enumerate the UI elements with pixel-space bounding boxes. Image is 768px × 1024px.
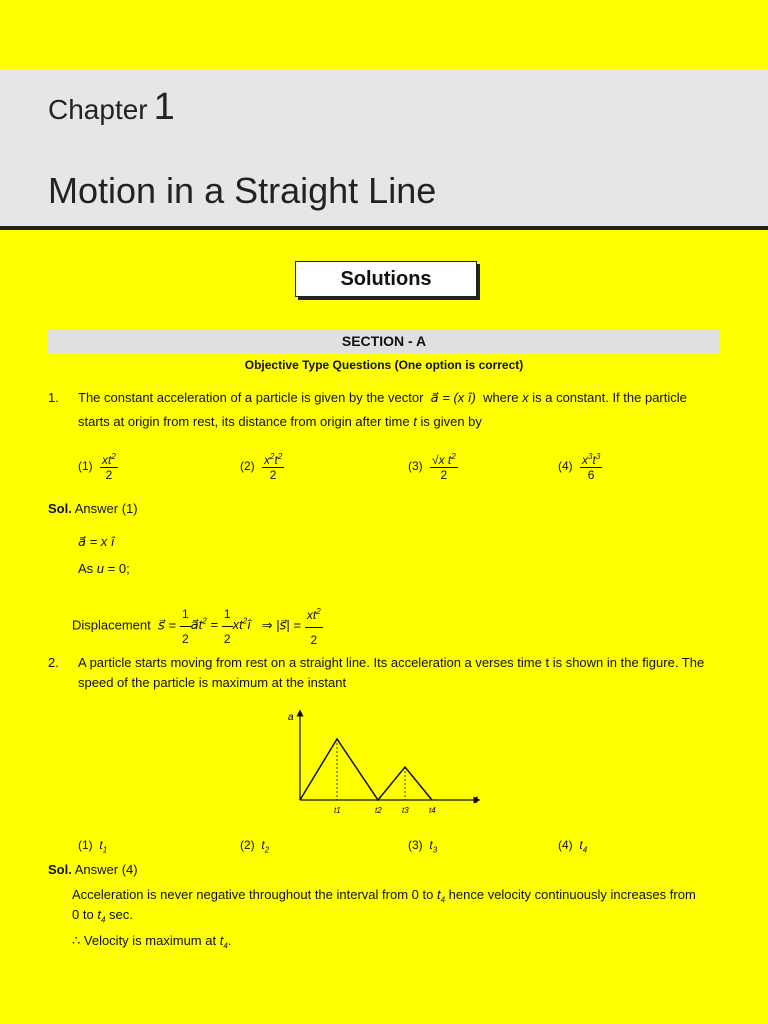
tick-label-t3: t3: [402, 806, 409, 815]
q1-option-4: (4) $\frac{x^3t^3}{6}$: [558, 452, 601, 482]
q1-line-2: starts at origin from rest, its distance from origin after time t is given by: [78, 414, 482, 429]
solutions-title: Solutions: [295, 261, 477, 297]
q2-line-2: speed of the particle is maximum at the instant: [78, 675, 347, 690]
q2-option-4: (4) $t_4$: [558, 838, 588, 855]
q2-option-2: (2) $t_2$: [240, 838, 270, 855]
chapter-label: Chapter 1: [48, 86, 175, 128]
acceleration-curve: [300, 739, 432, 800]
q1-displacement-eq: Displacement s⃗ = $\frac{1}{2}$ $a⃗t^2$ = $\frac{1}{2}$ $xt^2î$ ⇒ |s⃗| = $\frac{xt^2}{2}$: [72, 600, 323, 652]
section-title: SECTION - A: [48, 329, 720, 354]
chapter-title: Motion in a Straight Line: [48, 170, 437, 211]
t-axis-label: t: [475, 795, 478, 806]
q1-acceleration-eq: a⃗ = x î: [78, 534, 115, 549]
q2-conclusion: ∴ Velocity is maximum at $t_4$.: [72, 933, 232, 951]
q1-option-1: (1) $\frac{xt^2}{2}$: [78, 452, 116, 482]
a-axis-label: a: [288, 712, 294, 723]
q2-option-3: (3) $t_3$: [408, 838, 438, 855]
tick-label-t1: t1: [334, 806, 341, 815]
q2-explanation-line-1: Acceleration is never negative throughout the interval from 0 to $t_4$ hence velocity continuously increases from: [72, 887, 696, 905]
q1-number: 1.: [48, 390, 59, 405]
acceleration-time-graph: [285, 705, 495, 820]
q2-number: 2.: [48, 655, 59, 670]
q1-option-3: (3) $\frac{√x t^2}{2}$: [408, 452, 456, 482]
q2-explanation-line-2: 0 to $t_4$ sec.: [72, 907, 133, 925]
q1-option-2: (2) $\frac{x^2t^2}{2}$: [240, 452, 283, 482]
q1-initial-condition: As u = 0;: [78, 561, 130, 576]
q2-line-1: A particle starts moving from rest on a straight line. Its acceleration a verses time t is shown in the figure. The: [78, 655, 705, 670]
q2-solution-answer: Sol. Answer (4): [48, 862, 138, 877]
q1-solution-answer: Sol. Answer (1): [48, 501, 138, 516]
chapter-number: 1: [153, 86, 175, 128]
section-subtitle: Objective Type Questions (One option is correct): [244, 358, 524, 372]
tick-label-t4: t4: [429, 806, 436, 815]
tick-label-t2: t2: [375, 806, 382, 815]
q2-option-1: (1) $t_1$: [78, 838, 108, 855]
q1-line-1: The constant acceleration of a particle is given by the vector a⃗ = (x î) where x is a constant. If the particle: [78, 390, 687, 405]
